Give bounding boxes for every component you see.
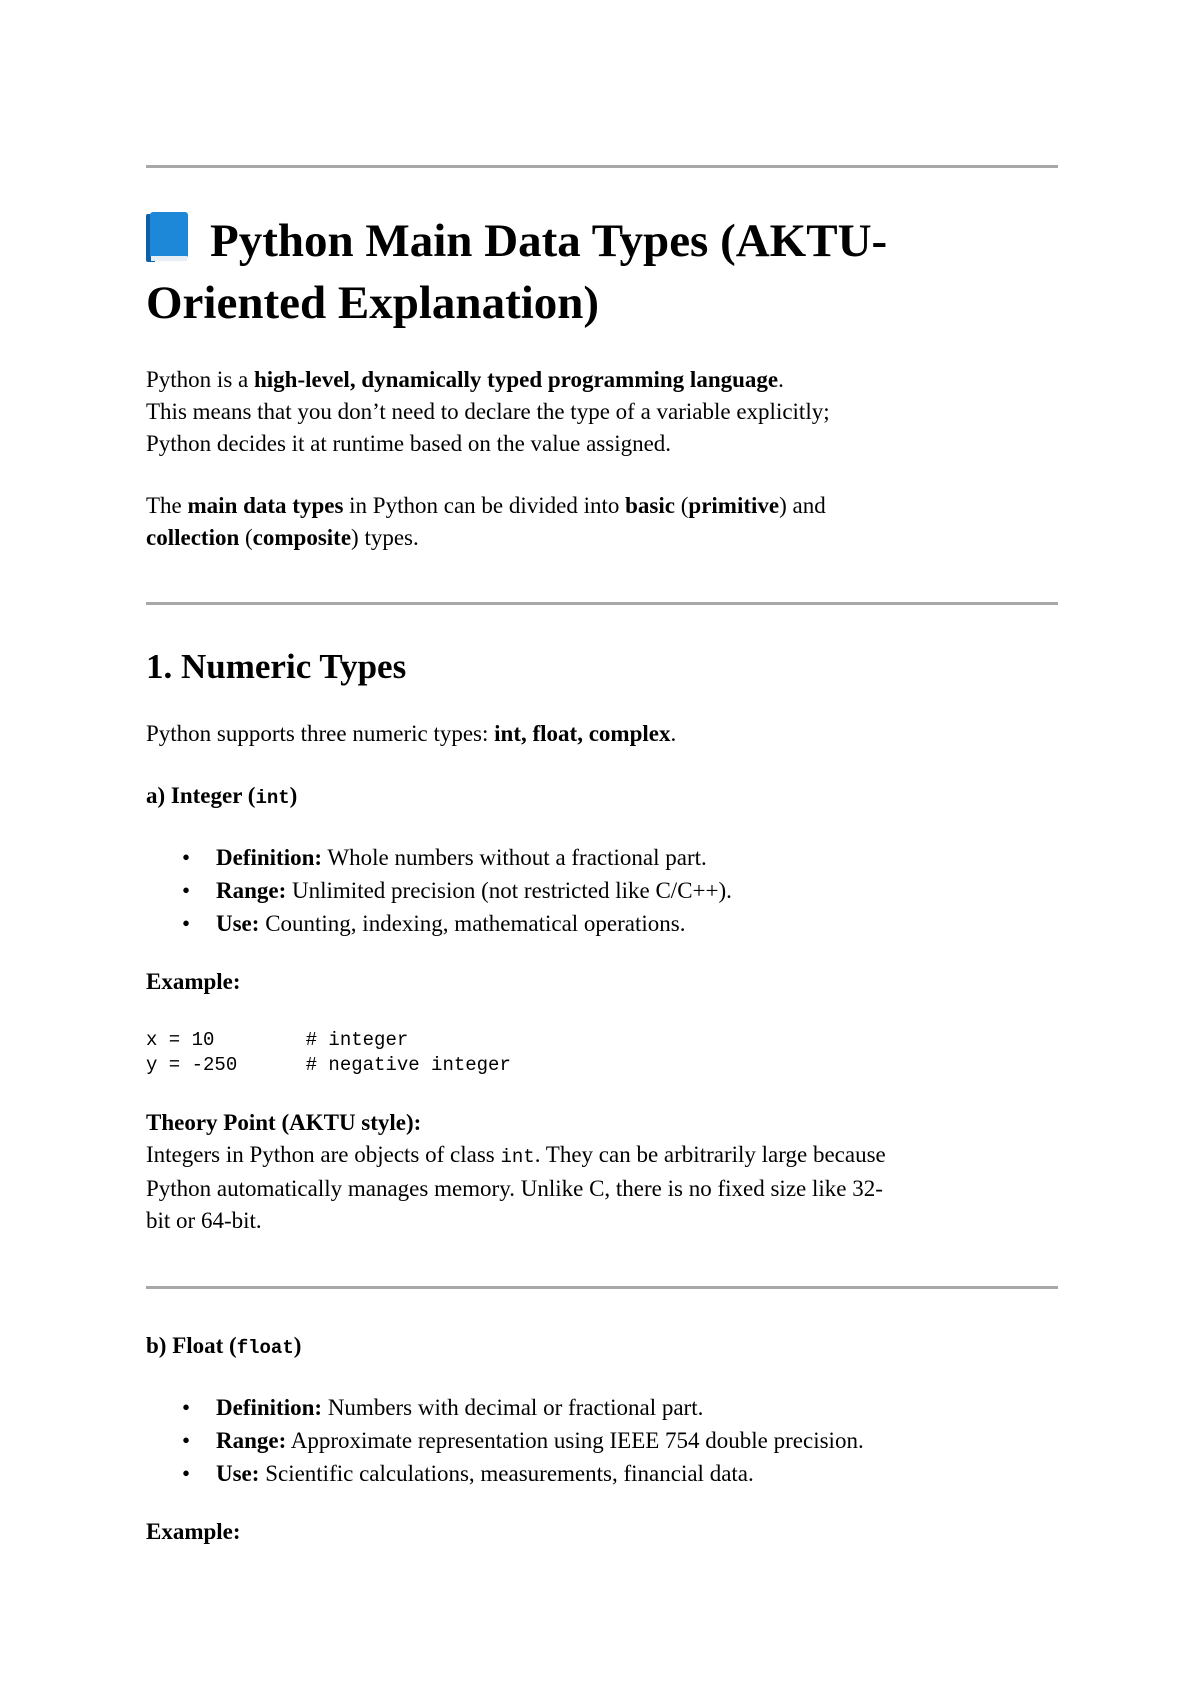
text: ) types.	[351, 525, 419, 550]
title-block	[146, 210, 1058, 334]
float-subsection	[146, 1330, 1058, 1364]
float-bullets	[146, 1391, 1058, 1490]
bold-text: primitive	[688, 493, 780, 518]
intro-line-2: This means that you don’t need to declare the type of a variable explicitly;	[146, 399, 830, 424]
inline-code: int	[500, 1146, 535, 1168]
section-heading: 1. Numeric Types	[146, 647, 407, 686]
text: )	[293, 1333, 302, 1358]
list-item	[216, 874, 1058, 907]
bold-text: composite	[252, 525, 352, 550]
text: ) and	[779, 493, 826, 518]
subsection-heading	[146, 780, 1058, 814]
bold-text: Use:	[216, 911, 260, 936]
bold-text: main data types	[187, 493, 344, 518]
text: Numbers with decimal or fractional part.	[322, 1395, 704, 1420]
bold-text: high-level, dynamically typed programming language	[253, 367, 779, 392]
inline-code: int	[255, 787, 290, 809]
integer-example	[146, 966, 1058, 998]
intro-line-1	[146, 364, 1058, 396]
integer-code-block	[146, 1028, 1058, 1078]
text: The	[146, 493, 188, 518]
theory-line-2: Python automatically manages memory. Unlike C, there is no fixed size like 32-	[146, 1176, 883, 1201]
list-item	[216, 1391, 1058, 1424]
intro-paragraph-2	[146, 490, 1058, 554]
horizontal-rule	[146, 602, 1058, 605]
text: Integers in Python are objects of class	[146, 1142, 501, 1167]
list-item	[216, 907, 1058, 940]
text: .	[670, 721, 677, 746]
text: )	[289, 783, 298, 808]
text: b) Float (	[146, 1333, 237, 1358]
bold-text: int, float, complex	[494, 721, 671, 746]
horizontal-rule	[146, 165, 1058, 168]
intro-line-3: Python decides it at runtime based on the value assigned.	[146, 431, 672, 456]
bold-text: Range:	[216, 1428, 287, 1453]
bold-text: Definition:	[216, 1395, 323, 1420]
text: Counting, indexing, mathematical operations.	[259, 911, 686, 936]
inline-code: float	[236, 1337, 294, 1359]
text: a) Integer (	[146, 783, 256, 808]
bold-text: collection	[146, 525, 240, 550]
page-title-text: Python Main Data Types (AKTU-Oriented Explanation)	[146, 215, 888, 329]
text: Python is a	[146, 367, 254, 392]
numeric-intro	[146, 718, 1058, 750]
bold-text: basic	[625, 493, 675, 518]
blue-book-icon	[146, 212, 188, 262]
numeric-section	[146, 645, 1058, 689]
text: (	[674, 493, 689, 518]
list-item	[216, 1457, 1058, 1490]
example-label: Example:	[146, 1519, 241, 1544]
theory-line-3: bit or 64-bit.	[146, 1208, 262, 1233]
intro2-line-1	[146, 490, 1058, 522]
float-example	[146, 1516, 1058, 1548]
text: . They can be arbitrarily large because	[534, 1142, 886, 1167]
text: in Python can be divided into	[343, 493, 626, 518]
intro2-line-2	[146, 522, 1058, 554]
text: Unlimited precision (not restricted like C/C++).	[286, 878, 732, 903]
page-title	[146, 210, 1058, 334]
bold-text: Range:	[216, 878, 287, 903]
text: Python supports three numeric types:	[146, 721, 495, 746]
subsection-heading	[146, 1330, 1058, 1364]
bold-text: Use:	[216, 1461, 260, 1486]
text: (	[239, 525, 253, 550]
text: Approximate representation using IEEE 754 double precision.	[286, 1428, 864, 1453]
integer-bullets	[146, 841, 1058, 940]
horizontal-rule	[146, 1286, 1058, 1289]
bullet-list	[146, 1391, 1058, 1490]
code-line: x = 10 # integer	[146, 1029, 409, 1051]
theory-label: Theory Point (AKTU style):	[146, 1110, 422, 1135]
list-item	[216, 1424, 1058, 1457]
text: Scientific calculations, measurements, financial data.	[259, 1461, 754, 1486]
code-line: y = -250 # negative integer	[146, 1054, 511, 1076]
bullet-list	[146, 841, 1058, 940]
integer-subsection	[146, 780, 1058, 814]
example-label: Example:	[146, 969, 241, 994]
intro-paragraph-1	[146, 364, 1058, 460]
theory-line-1	[146, 1139, 1058, 1173]
bold-text: Definition:	[216, 845, 323, 870]
code-block	[146, 1028, 1058, 1078]
text: .	[778, 367, 784, 392]
list-item	[216, 841, 1058, 874]
integer-theory	[146, 1107, 1058, 1237]
text: Whole numbers without a fractional part.	[322, 845, 707, 870]
numeric-intro-line	[146, 718, 1058, 750]
